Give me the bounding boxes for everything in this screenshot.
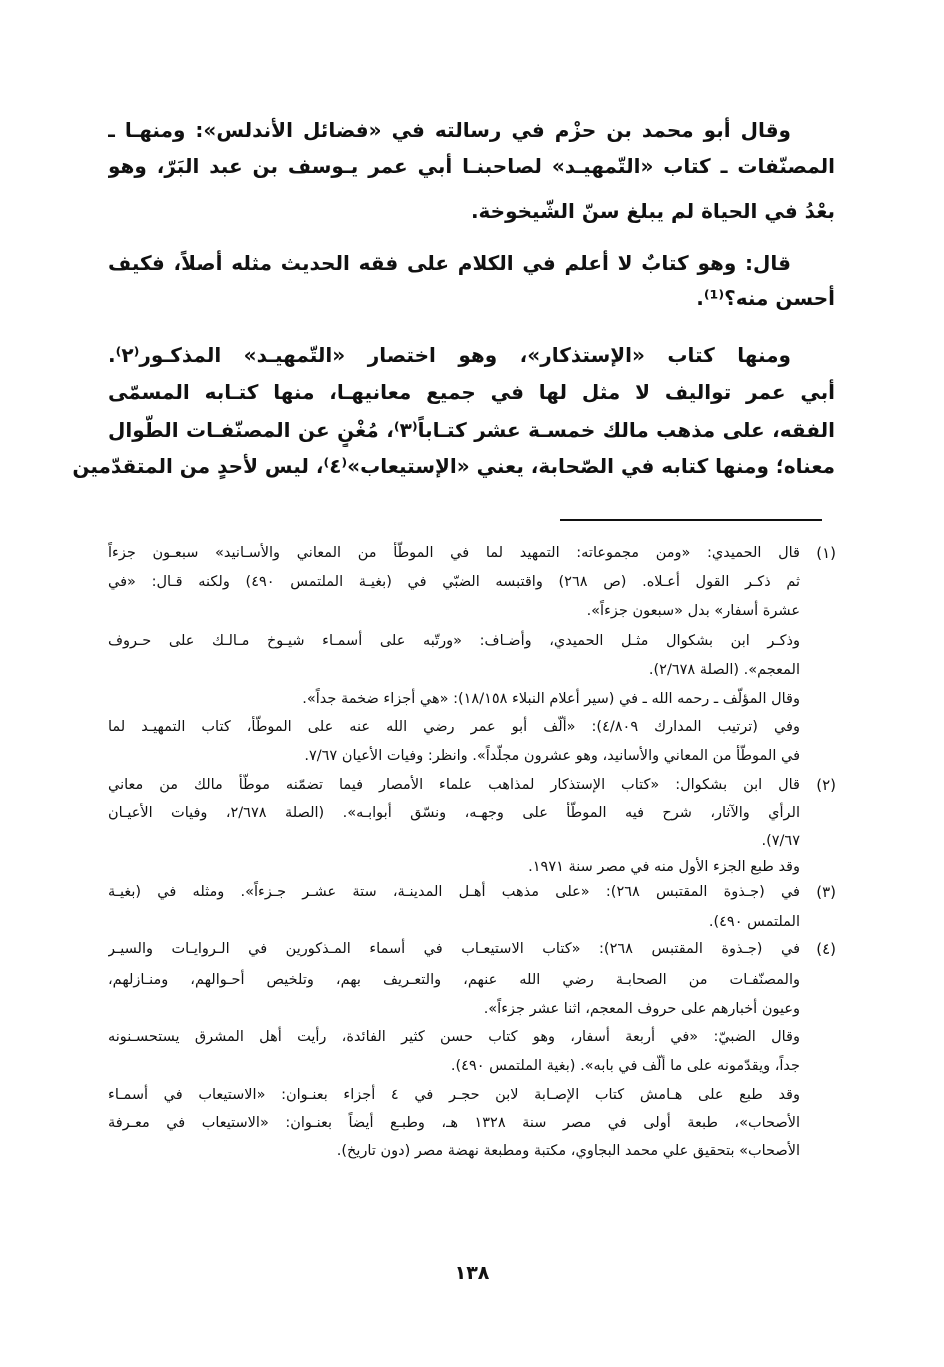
main-text-line: قال: وهو كتابٌ لا أعلم في الكلام على فقه الحديث مثله أصلاً، فكيف xyxy=(108,251,791,275)
footnote-line: وقال المؤلّف ـ رحمه الله ـ في (سير أعلام النبلاء ١٨/١٥٨): «هي أجزاء ضخمة جداً». xyxy=(302,691,800,707)
footnote-line: وقال الضبيّ: «في أربعة أسفار، وهو كتاب حسن كثير الفائدة، رأيت أهل المشرق يستحسـنونه xyxy=(108,1029,800,1045)
footnote-line: ٧/٦٧). xyxy=(761,833,800,849)
footnote-line: قال الحميدي: «ومن مجموعاته: التمهيد لما في الموطّأ من المعاني والأسـانيد» سبعـون جزءاً xyxy=(108,545,800,561)
footnote-line: الأصحاب»، طبعة أولى في مصر سنة ١٣٢٨ هـ، وطبـع أيضاً بعنـوان: «الاستيعاب في معـرفة xyxy=(108,1115,800,1131)
main-text-line: بعْدُ في الحياة لم يبلغ سنّ الشّيخوخة. xyxy=(470,199,835,223)
footnote-line: قال ابن بشكوال: «كتاب الإستذكار لمذاهب علماء الأمصار فيما تضمّنه موطّأ مالك من معاني xyxy=(108,777,800,793)
footnote-line: عشرة أسفار» بدل «سبعون جزءاً». xyxy=(586,603,800,619)
main-text-line: ومنها كتاب «الإستذكار»، وهو اختصار «التّمهيـد» المذكـور⁽٢⁾. xyxy=(108,343,791,367)
main-text-line: معناه؛ ومنها كتابه في الصّحابة، يعني «الإستيعاب»⁽٤⁾، ليس لأحدٍ من المتقدّمين xyxy=(72,454,835,478)
main-text-line: وقال أبو محمد بن حزْم في رسالته في «فضائل الأندلس»: ومنهـا ـ xyxy=(108,118,791,142)
footnote-line: في (جـذوة المقتبس ٢٦٨): «على مذهب أهـل المدينـة، ستة عشـر جـزءاً». ومثله في (بغيـة xyxy=(108,884,800,900)
footnote-line: الملتمس ٤٩٠). xyxy=(708,914,800,930)
footnote-number: (٢) xyxy=(816,776,836,794)
footnote-line: وفي (ترتيب المدارك ٤/٨٠٩): «ألّف أبو عمر رضي الله عنه على الموطّأ، كتاب التمهيـد لما xyxy=(108,719,800,735)
footnote-line: المعجم». (الصلة ٢/٦٧٨). xyxy=(648,662,800,678)
footnote-separator xyxy=(560,519,822,521)
footnote-line: وقد طبع الجزء الأول منه في مصر سنة ١٩٧١. xyxy=(528,859,800,875)
footnote-line: والمصنّفـات من الصحابـة رضي الله عنهم، والتعـريف بهم، وتلخيص أحـوالهم، ومنـازلهم، xyxy=(108,972,800,988)
main-text-line: المصنّفات ـ كتاب «التّمهيـد» لصاحبنـا أبي عمر يـوسف بن عبد البَرّ، وهو xyxy=(108,154,835,178)
page-number: ١٣٨ xyxy=(454,1262,490,1284)
main-text-line: أبي عمر تواليف لا مثل لها في جميع معانيهـا، منها كتـابه المسمّى xyxy=(108,380,835,404)
footnote-line: وقد طبع على هـامش كتاب الإصـابة لابن حجـر في ٤ أجزاء بعنـوان: «الاستيعاب في أسمـاء xyxy=(108,1087,800,1103)
footnote-line: ثم ذكـر القول أعـلاه. (ص ٢٦٨) واقتبسه الضبّي في (بغيـة الملتمس ٤٩٠) ولكنه قـال: «في xyxy=(108,574,800,590)
footnote-line: وعيون أخبارهم على حروف المعجم، اثنا عشر جزءاً». xyxy=(483,1001,800,1017)
footnote-line: في (جـذوة المقتبس ٢٦٨): «كتاب الاستيعـاب في أسماء المـذكورين في الـروايـات والسيـر xyxy=(108,941,800,957)
footnote-line: وذكـر ابن بشكوال مثـل الحميدي، وأضـاف: «ورتّبه على أسمـاء شيـوخ مـالـك على حـروف xyxy=(108,633,800,649)
main-text-line: أحسن منه؟⁽¹⁾. xyxy=(696,286,835,310)
footnote-number: (٤) xyxy=(816,940,836,958)
footnote-number: (٣) xyxy=(816,883,836,901)
footnote-line: في الموطّأ من المعاني والأسانيد، وهو عشرون مجلّداً». وانظر: وفيات الأعيان ٧/٦٧. xyxy=(304,748,800,764)
footnote-line: الرأي والآثار، شرح فيه الموطّأ على وجهـه، ونسّق أبوابـه». (الصلة ٢/٦٧٨، وفيات الأعيـان xyxy=(108,805,800,821)
footnote-number: (١) xyxy=(816,544,836,562)
footnote-line: جداً، ويقدّمونه على ما ألّف في بابه». (بغية الملتمس ٤٩٠). xyxy=(450,1058,800,1074)
main-text-line: الفقه، على مذهب مالك خمسـة عشر كتـاباً⁽٣⁾، مُغْنٍ عن المصنّفـات الطّوال xyxy=(108,418,835,442)
footnote-line: الأصحاب» بتحقيق علي محمد البجاوي، مكتبة ومطبعة نهضة مصر (دون تاريخ). xyxy=(336,1143,800,1159)
